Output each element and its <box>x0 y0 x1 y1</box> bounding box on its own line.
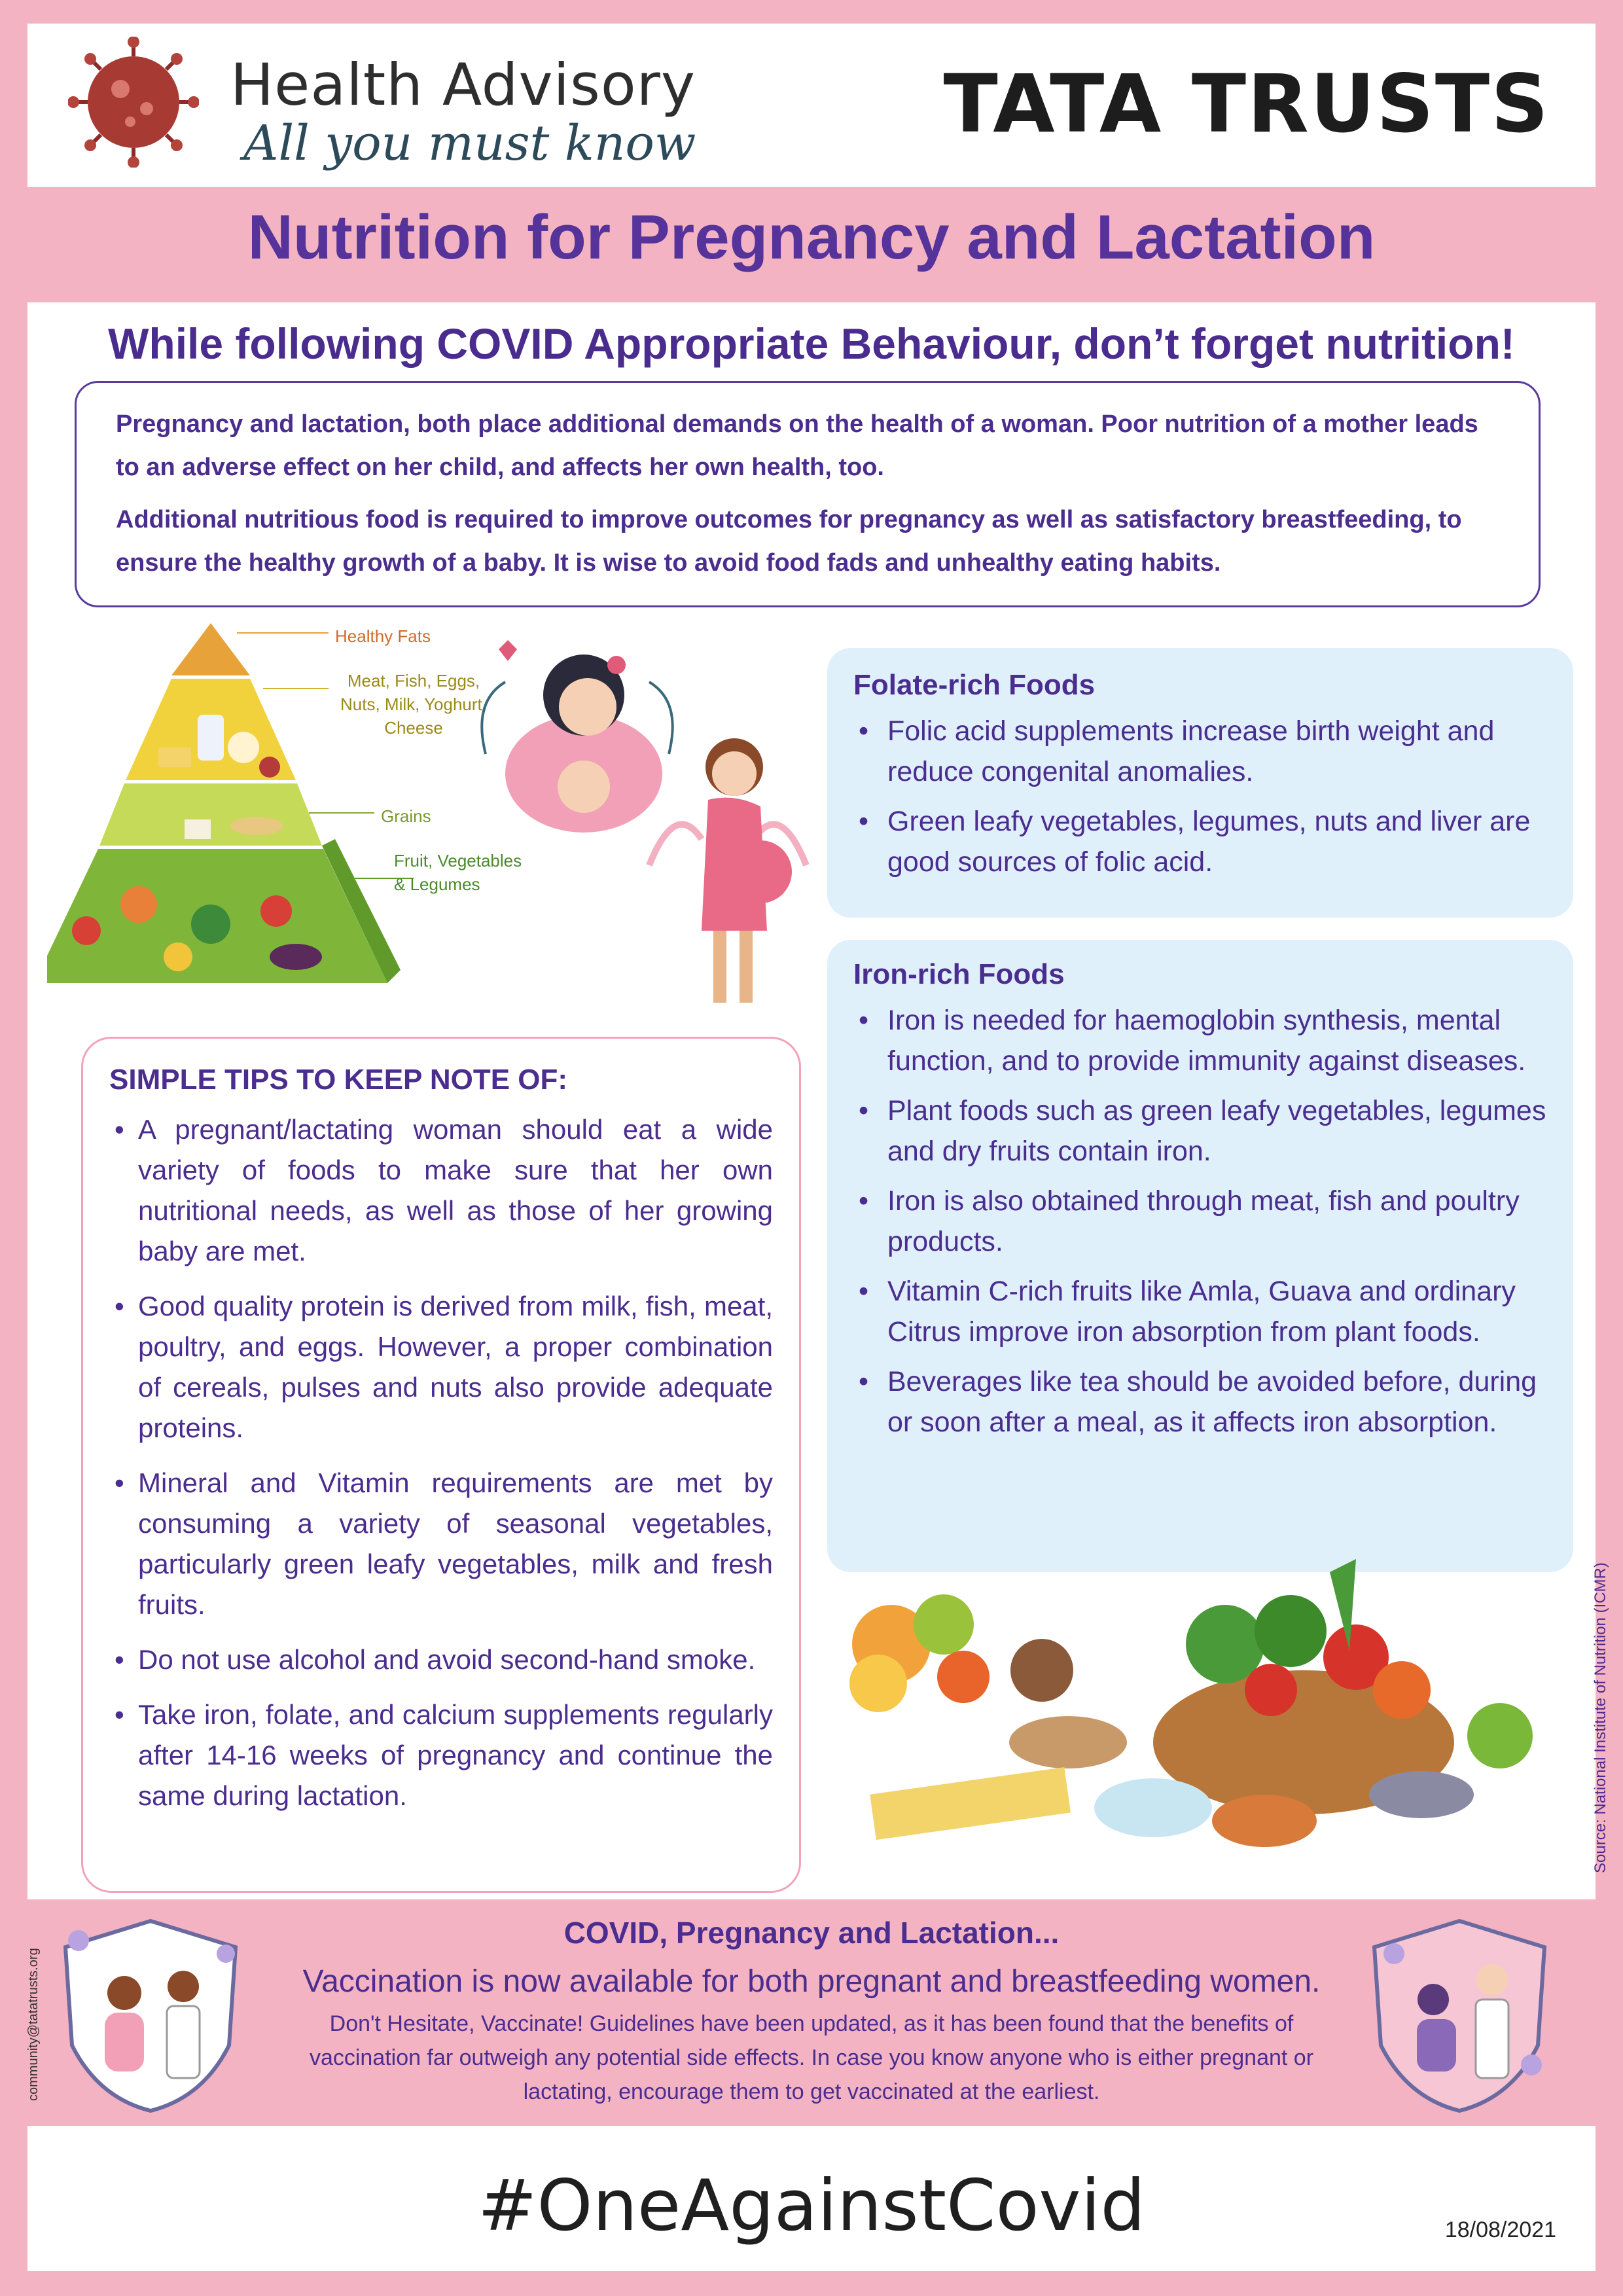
pregnant-woman-illustration <box>636 721 819 1022</box>
pyramid-label-grains: Grains <box>381 806 431 826</box>
org-logo-text: TATA TRUSTS <box>943 58 1550 151</box>
iron-list <box>853 1000 1547 1443</box>
list-item: • Plant foods such as green leafy vegetables, legumes and dry fruits contain iron. <box>853 1090 1547 1172</box>
folate-title: Folate-rich Foods <box>853 669 1096 701</box>
date-stamp: 18/08/2021 <box>1444 2217 1556 2242</box>
list-item: • Good quality protein is derived from milk, fish, meat, poultry, and eggs. However, a proper combination of cereals, pulses and nuts also provide adequate proteins. <box>109 1286 773 1448</box>
folate-card <box>827 648 1573 918</box>
brand-subtitle: All you must know <box>243 115 696 171</box>
pyramid-label-fruit-veg: Fruit, Vegetables & Legumes <box>394 851 522 894</box>
covid-body-text: Don't Hesitate, Vaccinate! Guidelines have been updated, as it has been found that the benefits of vaccination far outweigh any potential side effects. In case you know anyone who is either pregnant or lactating, encourage them to get vaccinated at the earliest. <box>309 2011 1314 2104</box>
list-item: • Beverages like tea should be avoided before, during or soon after a meal, as it affects iron absorption. <box>853 1361 1547 1443</box>
pyramid-label-protein: Meat, Fish, Eggs, Nuts, Milk, Yoghurt, Cheese <box>340 671 487 738</box>
side-credit: community@tatatrusts.org <box>26 1948 41 2101</box>
folate-list <box>853 711 1547 882</box>
iron-card <box>827 940 1573 1572</box>
list-item: • Green leafy vegetables, legumes, nuts and liver are good sources of folic acid. <box>853 801 1547 882</box>
covid-main-text: Vaccination is now available for both pregnant and breastfeeding women. <box>302 1964 1321 1999</box>
hashtag: #OneAgainstCovid <box>477 2165 1146 2247</box>
subheading: While following COVID Appropriate Behaviour, don’t forget nutrition! <box>108 319 1515 368</box>
list-item: • Mineral and Vitamin requirements are met by consuming a variety of seasonal vegetables, particularly green leafy vegetables, milk and fresh fruits. <box>109 1463 773 1625</box>
list-item: • Vitamin C-rich fruits like Amla, Guava and ordinary Citrus improve iron absorption from plant foods. <box>853 1271 1547 1352</box>
source-credit: Source: National Institute of Nutrition (ICMR) <box>1592 1562 1609 1873</box>
list-item: • Iron is also obtained through meat, fish and poultry products. <box>853 1181 1547 1262</box>
page-title: Nutrition for Pregnancy and Lactation <box>247 202 1376 272</box>
header <box>27 24 1596 187</box>
list-item: • A pregnant/lactating woman should eat a wide variety of foods to make sure that her own nutritional needs, as well as those of her growing baby are met. <box>109 1109 773 1272</box>
intro-box <box>75 381 1541 607</box>
tips-card <box>81 1037 801 1893</box>
tips-list <box>109 1109 773 1816</box>
brand-title: Health Advisory <box>230 51 696 118</box>
intro-paragraph-1: Pregnancy and lactation, both place additional demands on the health of a woman. Poor nutrition of a mother leads to an adverse effect on her child, and affects her own health, too. <box>116 410 1478 481</box>
footer <box>27 2126 1596 2271</box>
list-item: • Folic acid supplements increase birth weight and reduce congenital anomalies. <box>853 711 1547 792</box>
covid-title: COVID, Pregnancy and Lactation... <box>563 1916 1060 1950</box>
main-panel <box>27 302 1609 1899</box>
pyramid-label-fats: Healthy Fats <box>335 626 431 646</box>
list-item: • Iron is needed for haemoglobin synthesis, mental function, and to provide immunity against diseases. <box>853 1000 1547 1081</box>
list-item: • Take iron, folate, and calcium supplements regularly after 14-16 weeks of pregnancy and continue the same during lactation. <box>109 1695 773 1816</box>
intro-paragraph-2: Additional nutritious food is required to improve outcomes for pregnancy as well as satisfactory breastfeeding, to ensure the healthy growth of a baby. It is wise to avoid food fads and unhealthy eating habits. <box>116 506 1462 577</box>
healthy-foods-illustration <box>832 1546 1585 1886</box>
list-item: • Do not use alcohol and avoid second-hand smoke. <box>109 1640 773 1680</box>
tips-title: SIMPLE TIPS TO KEEP NOTE OF: <box>109 1064 568 1096</box>
virus-icon <box>68 37 199 168</box>
vaccination-shield-right <box>1361 1914 1558 2117</box>
iron-title: Iron-rich Foods <box>853 958 1065 990</box>
